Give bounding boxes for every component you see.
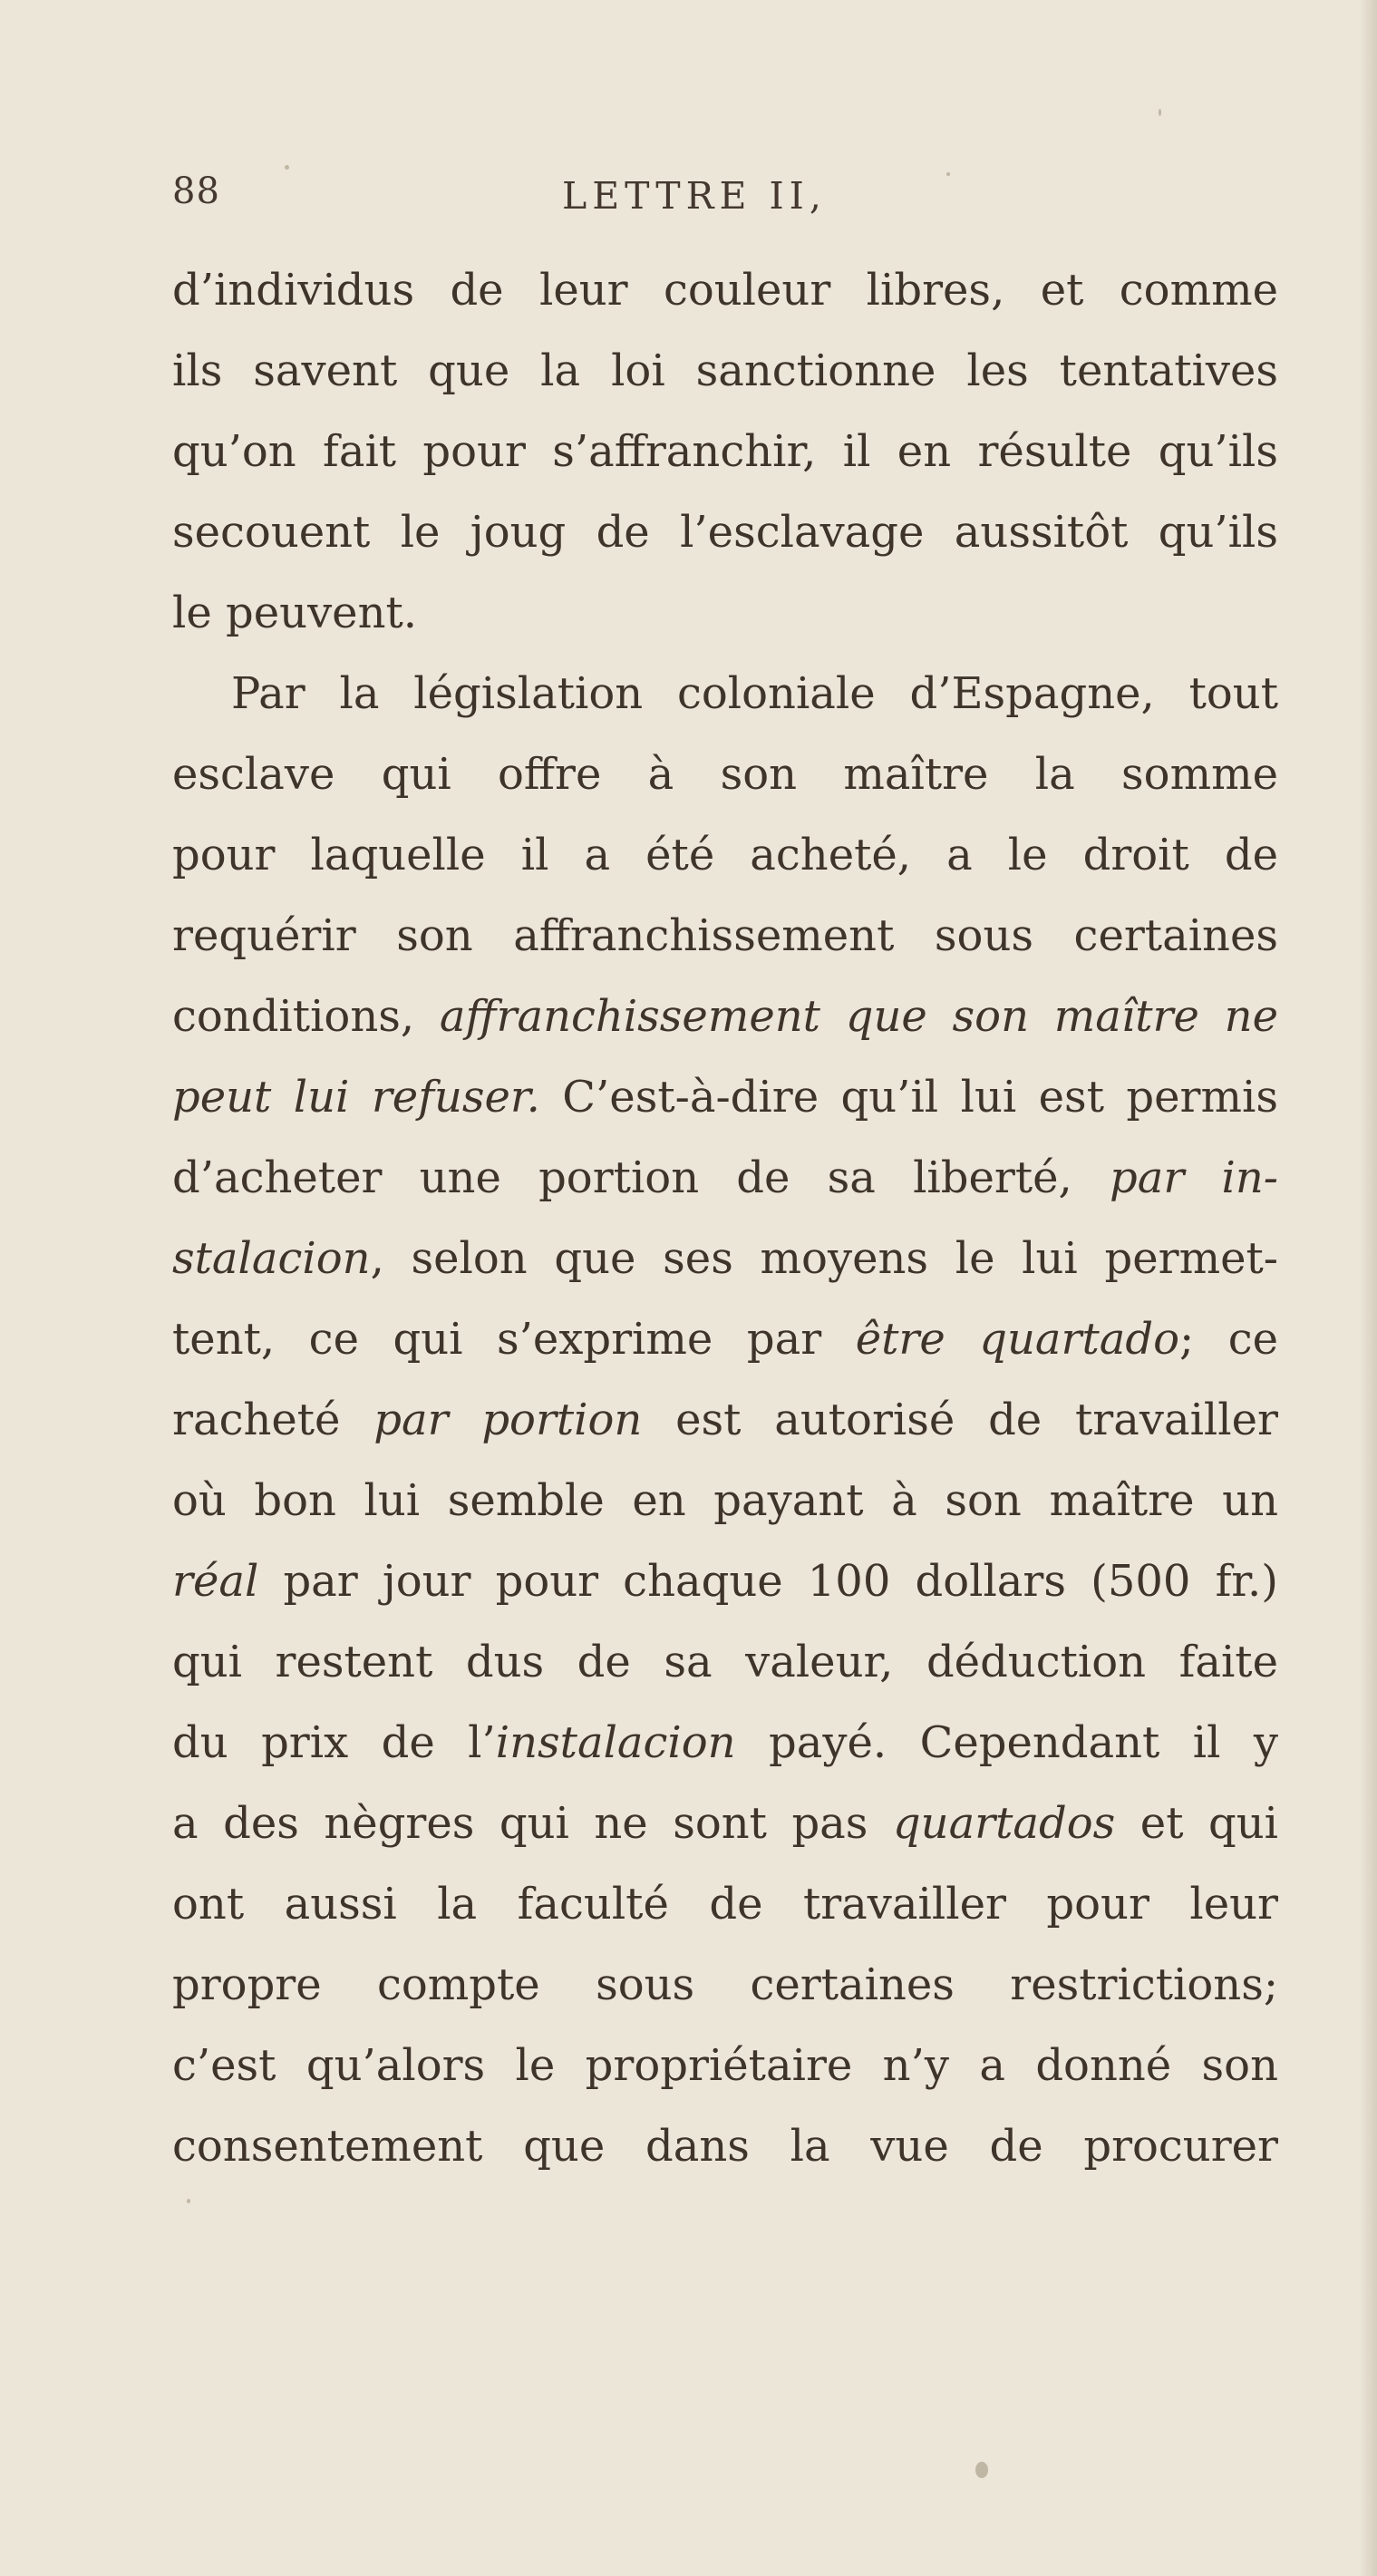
text-line: qui restent dus de sa valeur, déduction faite bbox=[172, 1637, 1278, 1687]
paper-speck bbox=[1159, 109, 1161, 116]
text-line: ont aussi la faculté de travailler pour leur bbox=[172, 1879, 1278, 1930]
text-line: pour laquelle il a été acheté, a le droit de bbox=[172, 830, 1278, 880]
text-line: d’acheter une portion de sa liberté, par in- bbox=[172, 1152, 1278, 1203]
body-text bbox=[172, 250, 1278, 2187]
text-line: le peuvent. bbox=[172, 588, 418, 638]
text-line: réal par jour pour chaque 100 dollars (500 fr.) bbox=[172, 1556, 1278, 1607]
page-number: 88 bbox=[172, 170, 220, 212]
italic-phrase: instalacion bbox=[495, 1717, 736, 1768]
text-line: conditions, affranchissement que son maître ne bbox=[172, 991, 1278, 1042]
text-line: requérir son affranchissement sous certaines bbox=[172, 910, 1278, 961]
page-edge-shadow bbox=[1359, 0, 1377, 2576]
text-line: peut lui refuser. C’est-à-dire qu’il lui est permis bbox=[172, 1072, 1278, 1123]
text-line: stalacion, selon que ses moyens le lui permet- bbox=[172, 1233, 1278, 1284]
text-line: ils savent que la loi sanctionne les tentatives bbox=[172, 345, 1278, 396]
text-line: tent, ce qui s’exprime par être quartado; ce bbox=[172, 1314, 1278, 1365]
text-line: consentement que dans la vue de procurer bbox=[172, 2121, 1278, 2172]
text-line: où bon lui semble en payant à son maître un bbox=[172, 1475, 1278, 1526]
running-title: LETTRE II, bbox=[562, 174, 827, 218]
italic-phrase: être quartado bbox=[855, 1314, 1179, 1365]
text-line: c’est qu’alors le propriétaire n’y a donné son bbox=[172, 2040, 1278, 2091]
italic-phrase: par in- bbox=[1110, 1152, 1278, 1203]
page-header bbox=[0, 163, 1377, 236]
italic-phrase: réal bbox=[172, 1556, 259, 1607]
text-line: du prix de l’instalacion payé. Cependant il y bbox=[172, 1717, 1278, 1768]
text-line: qu’on fait pour s’affranchir, il en résulte qu’ils bbox=[172, 426, 1278, 477]
italic-phrase: stalacion bbox=[172, 1233, 371, 1284]
text-line: a des nègres qui ne sont pas quartados et qui bbox=[172, 1798, 1278, 1849]
italic-phrase: par portion bbox=[373, 1395, 643, 1445]
text-line: racheté par portion est autorisé de travailler bbox=[172, 1395, 1278, 1445]
text-line: propre compte sous certaines restrictions; bbox=[172, 1959, 1278, 2010]
italic-phrase: peut lui refuser. bbox=[172, 1072, 540, 1123]
text-line: d’individus de leur couleur libres, et comme bbox=[172, 265, 1278, 316]
text-line: esclave qui offre à son maître la somme bbox=[172, 749, 1278, 800]
text-line: secouent le joug de l’esclavage aussitôt qu’ils bbox=[172, 507, 1278, 558]
italic-phrase: quartados bbox=[892, 1798, 1116, 1849]
italic-phrase: affranchissement que son maître ne bbox=[439, 991, 1278, 1042]
paper-speck bbox=[975, 2462, 988, 2478]
paper-speck bbox=[285, 165, 289, 170]
paragraph-start-line: Par la législation coloniale d’Espagne, tout bbox=[231, 668, 1278, 719]
paper-speck bbox=[946, 172, 950, 176]
paper-speck bbox=[187, 2199, 190, 2203]
